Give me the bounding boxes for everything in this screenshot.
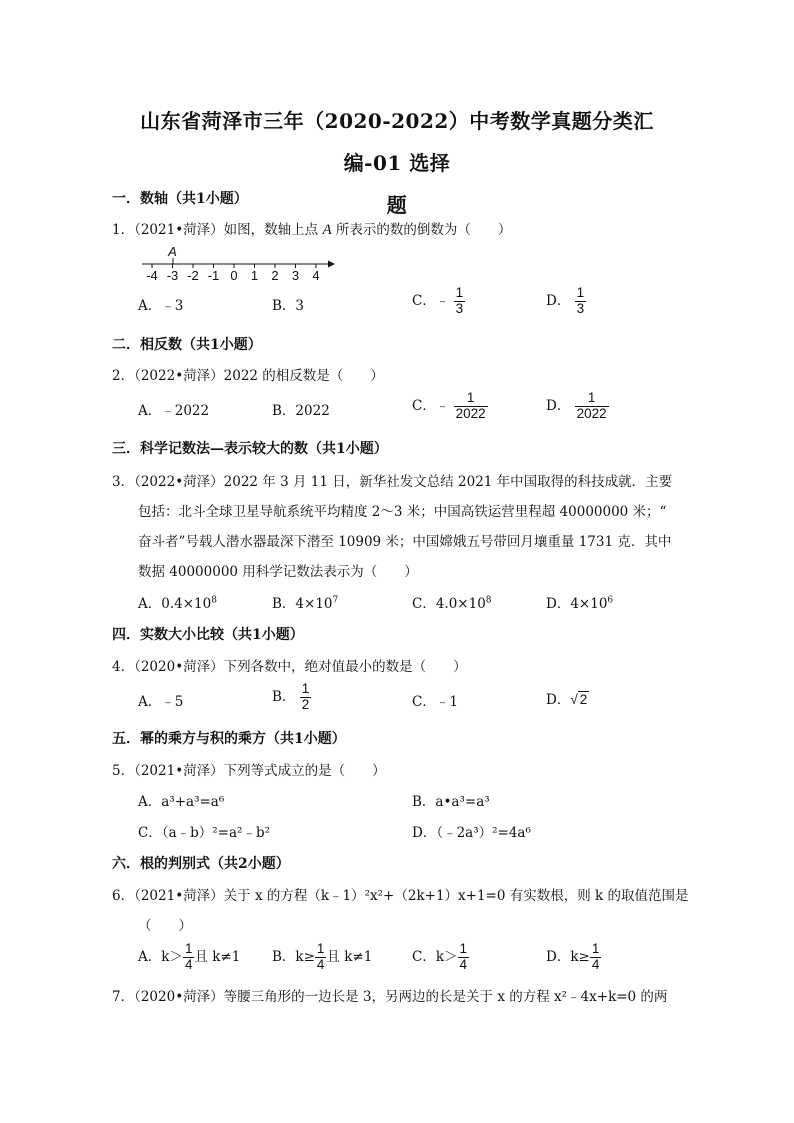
option-prefix: B．k≥ [272, 948, 315, 965]
question-6-option-b[interactable] [272, 942, 372, 973]
question-2-option-d-prefix: D． [546, 397, 571, 414]
option-exponent: 7 [332, 595, 339, 606]
option-text: D．4×10 [546, 596, 608, 612]
question-3-option-a[interactable] [138, 592, 217, 612]
number-line-tick-label: 3 [291, 268, 300, 283]
section-heading-discriminant: 六．根的判别式（共2小题） [112, 856, 290, 872]
fraction-numerator: 1 [316, 941, 325, 956]
option-exponent: 8 [485, 595, 492, 606]
fraction [458, 942, 470, 973]
question-3-line-2: 包括：北斗全球卫星导航系统平均精度 2～3 米；中国高铁运营里程超 40000000 米；“ [138, 504, 667, 520]
question-2-option-c-fraction [454, 391, 488, 422]
question-2-stem: 2．（2022•菏泽）2022 的相反数是（ ） [112, 368, 384, 384]
section-heading-number-line: 一．数轴（共1小题） [112, 191, 248, 207]
option-text: A．0.4×10 [138, 596, 212, 612]
question-1-option-a[interactable]: A．﹣3 [138, 298, 184, 314]
question-5-option-d[interactable]: D．（﹣2a³）²=4a⁶ [412, 825, 531, 841]
number-line-ticks [146, 264, 319, 283]
question-1-option-c-fraction [454, 286, 466, 317]
question-1-stem-b: 所表示的数的倒数为（ ） [331, 222, 512, 238]
number-line-tick-label: -4 [146, 268, 158, 283]
question-4-option-a[interactable]: A．﹣5 [138, 694, 184, 710]
fraction-denominator: 3 [576, 300, 585, 316]
question-2-option-d[interactable] [546, 391, 609, 422]
question-2-option-b[interactable]: B．2022 [272, 403, 330, 419]
fraction-numerator: 1 [184, 941, 193, 956]
fraction-numerator: 1 [591, 941, 600, 956]
option-text: B．4×10 [272, 596, 333, 612]
question-4-option-b-prefix: B． [272, 688, 296, 705]
question-1-option-b[interactable]: B．3 [272, 298, 305, 314]
question-6-line-1: 6．（2021•菏泽）关于 x 的方程（k﹣1）²x²+（2k+1）x+1=0 有实数根，则 k 的取值范围是 [112, 888, 689, 904]
number-line-point-a-label: A [168, 244, 177, 259]
fraction [183, 942, 195, 973]
fraction [315, 942, 327, 973]
option-prefix: C．k＞ [412, 948, 458, 965]
question-6-line-2: （ ） [138, 918, 192, 934]
option-prefix: D．k≥ [546, 948, 590, 965]
question-4-option-b[interactable] [272, 682, 311, 713]
number-line-tick-label: 0 [230, 268, 238, 283]
question-4-stem: 4．（2020•菏泽）下列各数中，绝对值最小的数是（ ） [112, 659, 467, 675]
fraction-denominator: 2022 [455, 405, 486, 421]
option-exponent: 8 [211, 595, 217, 606]
section-heading-power-rules: 五．幂的乘方与积的乘方（共1小题） [112, 731, 346, 747]
question-2-option-d-fraction [575, 391, 609, 422]
question-3-line-3: 奋斗者”号载人潜水器最深下潜至 10909 米；中国嫦娥五号带回月壤重量 1731 克．其中 [138, 534, 672, 550]
option-exponent: 6 [607, 595, 614, 606]
fraction-numerator: 1 [459, 941, 468, 956]
question-1-stem-a: 1．（2021•菏泽）如图，数轴上点 [112, 222, 323, 238]
option-prefix: A．k＞ [138, 948, 183, 965]
fraction-numerator: 1 [454, 391, 488, 407]
question-1-var-a: A [322, 222, 332, 238]
question-1-option-c-prefix: C．﹣ [412, 292, 450, 309]
section-heading-real-number-comparison: 四．实数大小比较（共1小题） [112, 627, 304, 643]
question-6-option-c[interactable] [412, 942, 469, 973]
question-2-option-a[interactable]: A．﹣2022 [138, 403, 210, 419]
fraction-denominator: 3 [455, 300, 464, 316]
question-1-option-d[interactable] [546, 286, 586, 317]
fraction-denominator: 4 [184, 956, 193, 972]
question-6-option-d[interactable] [546, 942, 601, 973]
fraction-denominator: 4 [459, 956, 468, 972]
option-suffix: 且 k≠1 [194, 948, 241, 965]
number-line-tick-label: 4 [312, 268, 320, 283]
question-3-option-d[interactable] [546, 592, 613, 612]
fraction-numerator: 1 [576, 285, 585, 300]
radicand: 2 [579, 692, 588, 707]
number-line-tick-label: -1 [207, 268, 220, 283]
fraction-denominator: 4 [316, 956, 325, 972]
fraction-numerator: 1 [301, 681, 310, 696]
question-7-line-1: 7．（2020•菏泽）等腰三角形的一边长是 3，另两边的长是关于 x 的方程 x²﹣4x+k=0 的两 [112, 989, 668, 1005]
question-5-option-b[interactable]: B．a•a³=a³ [412, 794, 490, 810]
number-line-tick-label: 2 [271, 268, 279, 283]
title-line-2: 题 [386, 193, 408, 217]
number-line-arrow-icon [328, 261, 335, 268]
question-4-option-d-prefix: D． [546, 692, 571, 708]
question-6-option-a[interactable] [138, 942, 240, 973]
question-3-line-4: 数据 40000000 用科学记数法表示为（ ） [138, 564, 418, 580]
question-3-option-b[interactable] [272, 592, 338, 612]
question-2-option-c-prefix: C．﹣ [412, 397, 450, 414]
fraction-denominator: 2022 [576, 405, 607, 421]
square-root-icon: √ 2 [570, 692, 588, 707]
question-3-line-1: 3．（2022•菏泽）2022 年 3 月 11 日，新华社发文总结 2021 年中国取得的科技成就．主要 [112, 474, 673, 490]
fraction-denominator: 2 [301, 696, 310, 712]
number-line-figure [140, 244, 340, 284]
question-3-option-c[interactable] [412, 592, 492, 612]
question-4-option-c[interactable]: C．﹣1 [412, 694, 458, 710]
fraction-numerator: 1 [455, 285, 464, 300]
question-1-option-d-prefix: D． [546, 292, 571, 309]
option-text: C．4.0×10 [412, 596, 486, 612]
number-line-tick-label: 1 [250, 268, 259, 283]
fraction-numerator: 1 [575, 391, 609, 407]
section-heading-opposite-number: 二．相反数（共1小题） [112, 337, 262, 353]
question-5-option-c[interactable]: C．（a﹣b）²=a²﹣b² [138, 825, 271, 841]
question-2-option-c[interactable] [412, 391, 488, 422]
section-heading-scientific-notation: 三．科学记数法—表示较大的数（共1小题） [112, 441, 388, 457]
question-5-stem: 5．（2021•菏泽）下列等式成立的是（ ） [112, 763, 386, 779]
question-1-option-c[interactable] [412, 286, 465, 317]
question-5-option-a[interactable]: A．a³+a³=a⁶ [138, 794, 225, 810]
question-4-option-d[interactable] [546, 688, 589, 708]
number-line-tick-label: -2 [187, 268, 199, 283]
number-line-tick-label: -3 [166, 268, 179, 283]
question-1-stem [112, 218, 511, 239]
fraction-denominator: 4 [591, 956, 600, 972]
option-suffix: 且 k≠1 [326, 948, 373, 965]
question-4-option-b-fraction [300, 682, 312, 713]
title-line-1: 山东省菏泽市三年（2020-2022）中考数学真题分类汇编-01 选择 [140, 109, 654, 175]
fraction [590, 942, 602, 973]
question-1-option-d-fraction [575, 286, 587, 317]
